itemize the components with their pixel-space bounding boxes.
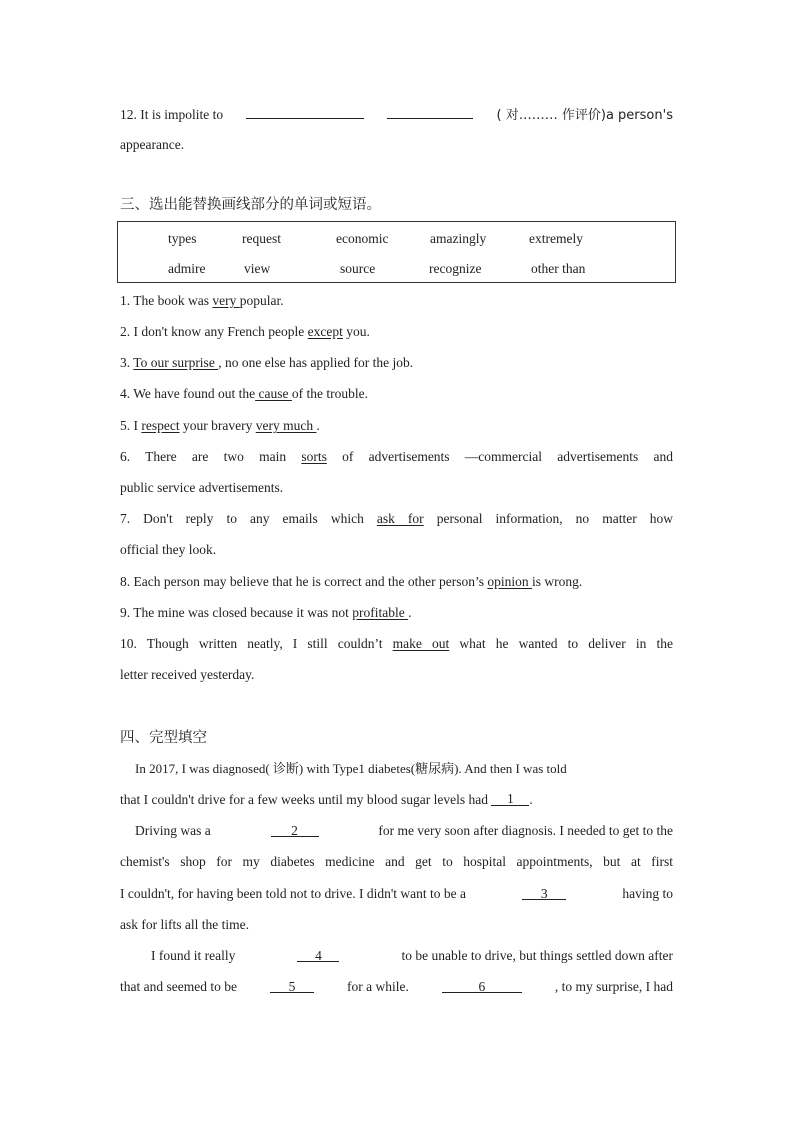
word-bank-word: view — [244, 261, 271, 276]
cloze-p3-line1: I found it really 4 to be unable to drive, but things settled down after — [151, 948, 673, 963]
s3-item-4: 4. We have found out the cause of the trouble. — [120, 386, 368, 401]
word-bank-word: amazingly — [430, 231, 487, 246]
cloze-blank-5[interactable]: 5 — [270, 978, 314, 993]
underlined-phrase: very much — [255, 418, 317, 433]
cloze-p1-line1: In 2017, I was diagnosed( 诊断) with Type1 diabetes(糖尿病). And then I was told — [135, 761, 567, 776]
cloze-p1-line2: that I couldn't drive for a few weeks until my blood sugar levels had 1 . — [120, 791, 533, 807]
q12-text-b: ( 对……… 作评价)a person's — [496, 108, 673, 123]
word-bank-word: economic — [336, 231, 389, 246]
underlined-phrase: very — [212, 293, 240, 308]
underlined-phrase: ask for — [376, 511, 424, 526]
cloze-blank-6[interactable]: 6 — [442, 978, 522, 993]
cloze-p2-line1: Driving was a 2 for me very soon after diagnosis. I needed to get to the — [135, 823, 673, 838]
s3-item-6-line2: public service advertisements. — [120, 480, 284, 495]
underlined-phrase: sorts — [301, 449, 327, 464]
cloze-p2-line3: I couldn't, for having been told not to drive. I didn't want to be a 3 having to — [120, 886, 673, 901]
word-bank-word: extremely — [529, 231, 583, 246]
cloze-p2-line4: ask for lifts all the time. — [120, 917, 249, 932]
s3-item-10: 10. Though written neatly, I still couldn’t make out what he wanted to deliver in the — [120, 636, 673, 651]
word-bank-word: admire — [168, 261, 206, 276]
underlined-phrase: except — [307, 324, 343, 339]
q12-text-a: 12. It is impolite to — [120, 107, 224, 122]
s3-item-10-line2: letter received yesterday. — [120, 667, 255, 682]
s3-item-3: 3. To our surprise , no one else has applied for the job. — [120, 355, 414, 370]
word-bank-word: request — [242, 231, 281, 246]
word-bank-box — [117, 221, 676, 283]
s3-item-2: 2. I don't know any French people except you. — [120, 324, 370, 339]
s3-item-8: 8. Each person may believe that he is correct and the other person’s opinion is wrong. — [120, 574, 583, 589]
underlined-phrase: opinion — [487, 574, 533, 589]
underlined-phrase: make out — [392, 636, 450, 651]
word-bank-word: source — [340, 261, 376, 276]
cloze-p3-line2: that and seemed to be 5 for a while. 6 , to my surprise, I had — [120, 979, 673, 994]
underlined-phrase: To our surprise — [133, 355, 219, 370]
word-bank-word: types — [168, 231, 197, 246]
q12-blank-1[interactable] — [246, 104, 364, 119]
underlined-phrase: cause — [255, 386, 292, 401]
q12-line1 — [120, 104, 673, 125]
cloze-blank-2[interactable]: 2 — [271, 822, 319, 837]
cloze-p2-line2: chemist's shop for my diabetes medicine and get to hospital appointments, but at first — [120, 854, 673, 869]
s3-item-1: 1. The book was very popular. — [120, 293, 284, 308]
q12-blank-2[interactable] — [387, 104, 473, 119]
word-bank-word: recognize — [429, 261, 482, 276]
underlined-phrase: respect — [141, 418, 180, 433]
s3-item-7: 7. Don't reply to any emails which ask for personal information, no matter how — [120, 511, 673, 526]
s3-item-9: 9. The mine was closed because it was not profitable . — [120, 605, 412, 620]
word-bank-word: other than — [531, 261, 586, 276]
cloze-blank-1[interactable]: 1 — [491, 791, 529, 806]
cloze-blank-3[interactable]: 3 — [522, 885, 566, 900]
section3-heading: 三、选出能替换画线部分的单词或短语。 — [120, 197, 381, 213]
q12-line2: appearance. — [120, 137, 185, 152]
s3-item-7-line2: official they look. — [120, 542, 217, 557]
underlined-phrase: profitable — [352, 605, 409, 620]
section4-heading: 四、完型填空 — [120, 730, 207, 746]
cloze-blank-4[interactable]: 4 — [297, 947, 339, 962]
s3-item-5: 5. I respect your bravery very much . — [120, 418, 320, 433]
s3-item-6: 6. There are two main sorts of advertisements —commercial advertisements and — [120, 449, 673, 464]
